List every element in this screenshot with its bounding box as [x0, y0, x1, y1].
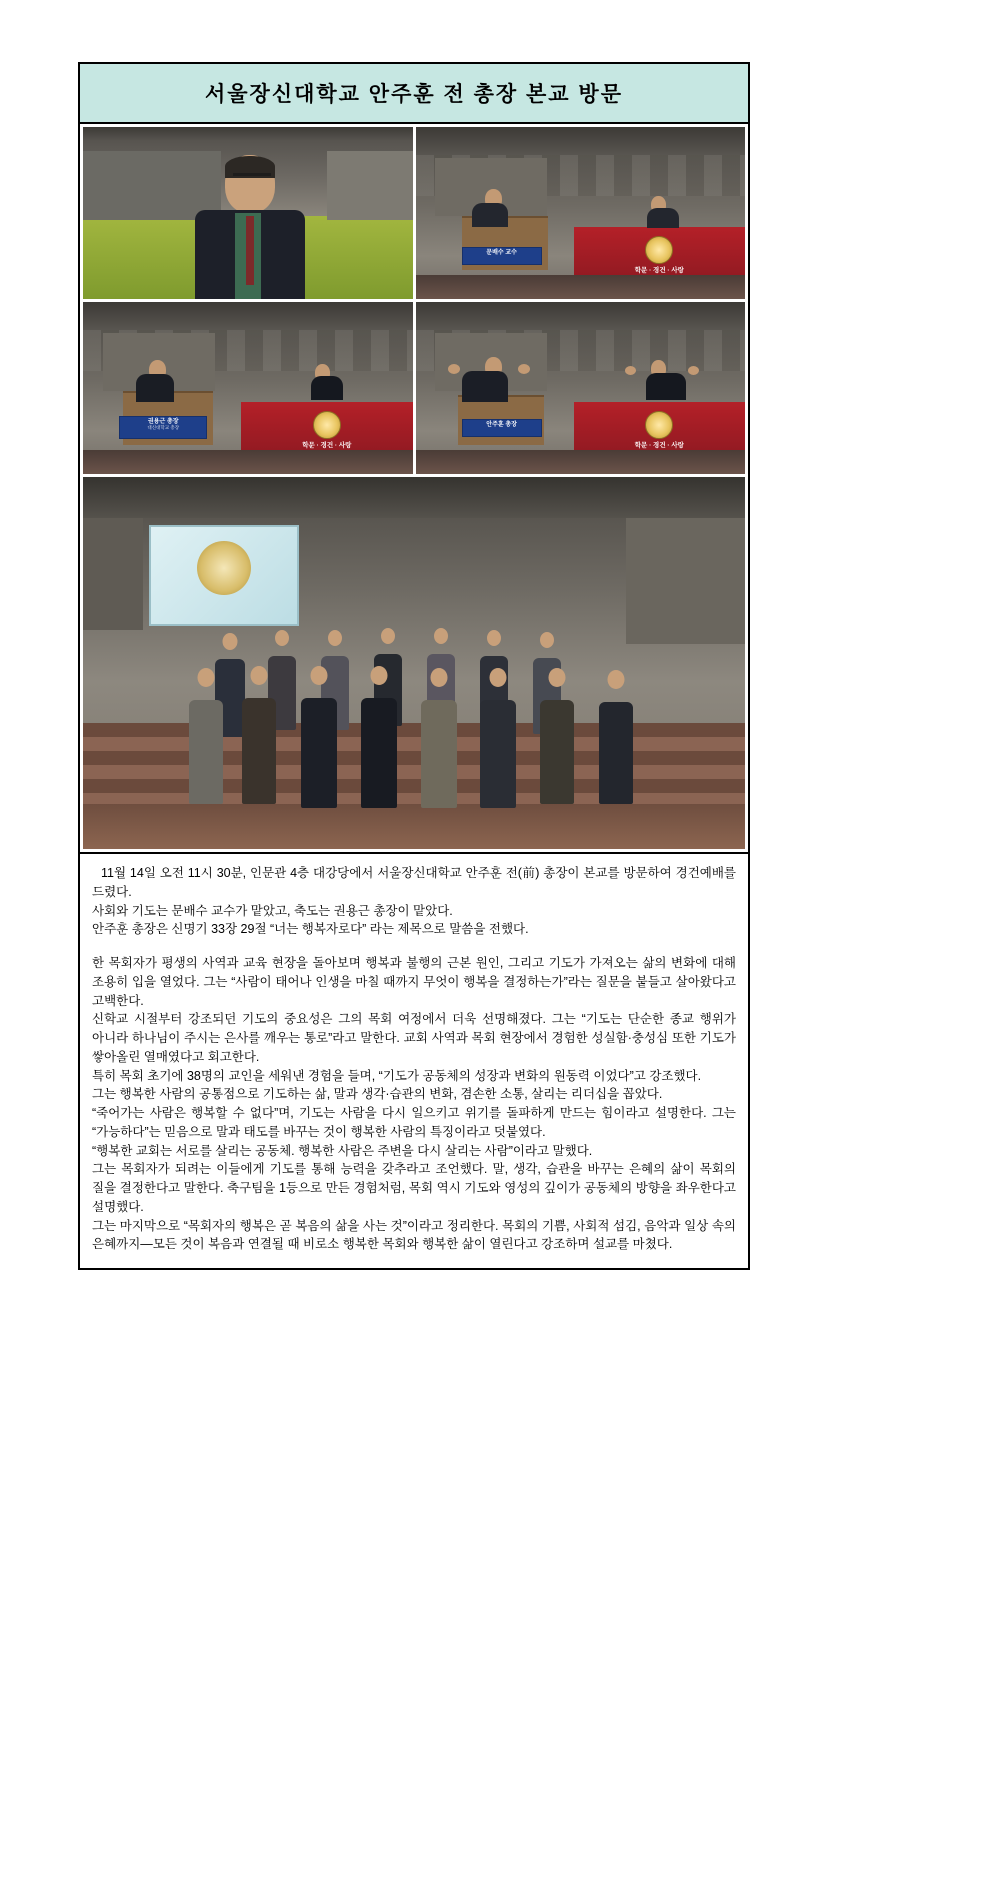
article-paragraph: 특히 목회 초기에 38명의 교인을 세워낸 경험을 들며, “기도가 공동체의 성장과 변화의 원동력 이었다”고 강조했다.: [92, 1068, 702, 1083]
group-person: [540, 684, 574, 804]
article-paragraph: 안주훈 총장은 신명기 33장 29절 “너는 행복자로다” 라는 제목으로 말씀을 전했다.: [92, 922, 529, 937]
banner-photo4: 학문 · 경건 · 사랑: [634, 442, 684, 450]
page-title: 서울장신대학교 안주훈 전 총장 본교 방문: [204, 83, 624, 106]
photo-prayer-mun: [416, 127, 746, 299]
group-person: [301, 682, 337, 808]
banner-photo2: 학문 · 경건 · 사랑: [634, 267, 684, 275]
article-paragraph: 신학교 시절부터 강조되던 기도의 중요성은 그의 목회 여정에서 더욱 선명해졌다. 그는 “기도는 단순한 종교 행위가 아니라 하나님이 주시는 은사를 깨우는 통로”라고 말한다. 교회 사역과 목회 현장에서 경험한 성실함·충성심 또한 기도가 쌓아올린 열매였다고 회고한다.: [92, 1012, 736, 1064]
article-paragraph: 사회와 기도는 문배수 교수가 맡았고, 축도는 권용근 총장이 맡았다.: [92, 903, 453, 918]
nameplate-photo2: 문배수 교수: [462, 247, 542, 265]
banner-photo3: 학문 · 경건 · 사랑: [302, 442, 352, 450]
article-paragraph: 11월 14일 오전 11시 30분, 인문관 4층 대강당에서 서울장신대학교 안주훈 전(前) 총장이 본교를 방문하여 경건예배를 드렸다.: [92, 866, 736, 899]
article-paragraph: 한 목회자가 평생의 사역과 교육 현장을 돌아보며 행복과 불행의 근본 원인, 그리고 기도가 가져오는 삶의 변화에 대해 조용히 입을 열었다. 그는 “사람이 태어나 인생을 마칠 때까지 무엇이 행복을 결정하는가”라는 질문을 붙들고 살아왔다고 고백한다.: [92, 956, 736, 1008]
article-paragraph: 그는 마지막으로 “목회자의 행복은 곧 복음의 삶을 사는 것”이라고 정리한다. 목회의 기쁨, 사회적 섬김, 음악과 일상 속의 은혜까지—모든 것이 복음과 연결될 때 비로소 행복한 목회와 행복한 삶이 열린다고 강조하며 설교를 마쳤다.: [92, 1218, 736, 1252]
nameplate-photo3: 권용근 총장 대신대학교 총장: [119, 416, 207, 439]
group-person: [189, 684, 223, 804]
group-person: [421, 684, 457, 808]
group-person: [242, 682, 276, 804]
group-person: [599, 686, 633, 804]
photo-blessing-kwon: [83, 302, 413, 474]
photo-grid: [80, 124, 748, 474]
article-paragraph: 그는 행복한 사람의 공통점으로 기도하는 삶, 말과 생각·습관의 변화, 겸손한 소통, 살리는 리더십을 꼽았다.: [92, 1087, 663, 1102]
group-person: [480, 684, 516, 808]
nameplate-photo4: 안주훈 총장: [462, 419, 542, 437]
article-body: [80, 852, 748, 1268]
group-person: [361, 682, 397, 808]
news-bulletin: [78, 62, 750, 1270]
bulletin-title-bar: [80, 64, 748, 124]
article-paragraph: 그는 목회자가 되려는 이들에게 기도를 통해 능력을 갖추라고 조언했다. 말, 생각, 습관을 바꾸는 은혜의 삶이 목회의 질을 결정한다고 말한다. 축구팀을 1등으로 만든 경험처럼, 목회 역시 기도와 영성의 깊이가 공동체의 방향을 좌우한다고 설명했다.: [92, 1162, 736, 1214]
article-paragraph: “죽어가는 사람은 행복할 수 없다”며, 기도는 사람을 다시 일으키고 위기를 돌파하게 만드는 힘이라고 설명한다. 그는 “가능하다”는 믿음으로 말과 태도를 바꾸는 것이 행복한 사람의 특징이라고 덧붙였다.: [92, 1106, 736, 1139]
projection-screen: [149, 525, 299, 626]
photo-group: [83, 477, 745, 849]
photo-speaker-closeup: [83, 127, 413, 299]
article-paragraph: “행복한 교회는 서로를 살리는 공동체. 행복한 사람은 주변을 다시 살리는 사람”이라고 말했다.: [92, 1143, 593, 1158]
photo-sermon-ahn: [416, 302, 746, 474]
